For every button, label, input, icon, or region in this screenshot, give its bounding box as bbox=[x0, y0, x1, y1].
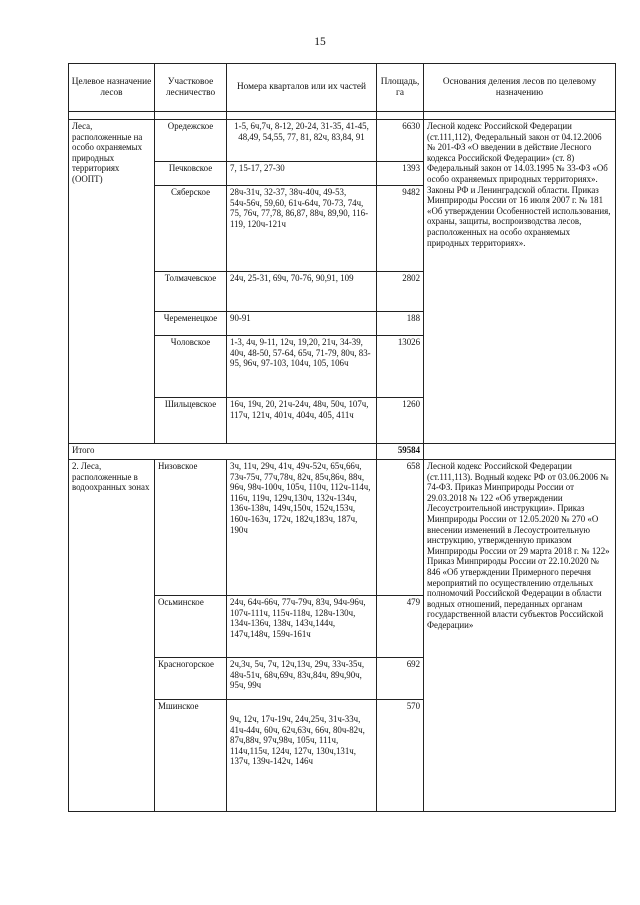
total-label: Итого bbox=[69, 444, 377, 460]
header-basis: Основания деления лесов по целевому назначению bbox=[424, 64, 616, 112]
quarters-cell: 90-91 bbox=[227, 312, 377, 336]
district-cell: Осьминское bbox=[155, 596, 227, 658]
area-cell: 9482 bbox=[377, 186, 424, 272]
district-cell: Чоловское bbox=[155, 336, 227, 398]
quarters-cell: 7, 15-17, 27-30 bbox=[227, 162, 377, 186]
section1-basis: Лесной кодекс Российской Федерации (ст.111,112), Федеральный закон от 04.12.2006 № 201-ФЗ «О введении в действие Лесного кодекса Российской Федерации» (ст. 8) Федеральный закон от 14.03.1995 № 33-ФЗ «Об особо охраняемых природных территориях». Законы РФ и Ленинградской области. Приказ Минприроды России от 16 июля 2007 г. № 181 «Об утверждении Особенностей использования, охраны, защиты, воспроизводства лесов, расположенных на особо охраняемых природных территориях». bbox=[424, 120, 616, 444]
quarters-cell: 1-5, 6ч,7ч, 8-12, 20-24, 31-35, 41-45, 48,49, 54,55, 77, 81, 82ч, 83,84, 91 bbox=[227, 120, 377, 162]
quarters-cell: 9ч, 12ч, 17ч-19ч, 24ч,25ч, 31ч-33ч, 41ч-44ч, 60ч, 62ч,63ч, 66ч, 80ч-82ч, 87ч,88ч, 97ч,98ч, 105ч, 111ч, 114ч,115ч, 124ч, 127ч, 130ч,131ч, 137ч, 139ч-142ч, 146ч bbox=[227, 700, 377, 812]
area-cell: 570 bbox=[377, 700, 424, 812]
table-row bbox=[69, 460, 616, 596]
section2-basis: Лесной кодекс Российской Федерации (ст.111,113). Водный кодекс РФ от 03.06.2006 № 74-ФЗ. Приказ Минприроды России от 29.03.2018 № 122 «Об утверждении Лесоустроительной инструкции». Приказ Минприроды России от 12.05.2020 № 270 «О внесении изменений в Лесоустроительную инструкцию, утвержденную приказом Минприроды России от 29 марта 2018 г. № 122» Приказ Минприроды России от 22.10.2020 № 846 «Об утверждении Примерного перечня мероприятий по осуществлению отдельных полномочий Российской Федерации в области водных отношений, переданных органам государственной власти субъектов Российской Федерации» bbox=[424, 460, 616, 812]
area-cell: 2802 bbox=[377, 272, 424, 312]
area-cell: 1393 bbox=[377, 162, 424, 186]
quarters-cell: 2ч,3ч, 5ч, 7ч, 12ч,13ч, 29ч, 33ч-35ч, 48ч-51ч, 68ч,69ч, 83ч,84ч, 89ч,90ч, 95ч, 99ч bbox=[227, 658, 377, 700]
district-cell: Печковское bbox=[155, 162, 227, 186]
area-cell: 6630 bbox=[377, 120, 424, 162]
area-cell: 1260 bbox=[377, 398, 424, 444]
district-cell: Шильцевское bbox=[155, 398, 227, 444]
district-cell: Красногорское bbox=[155, 658, 227, 700]
quarters-cell: 1-3, 4ч, 9-11, 12ч, 19,20, 21ч, 34-39, 40ч, 48-50, 57-64, 65ч, 71-79, 80ч, 83-95, 96ч, 97-103, 104ч, 105, 106ч bbox=[227, 336, 377, 398]
header-purpose: Целевое назначение лесов bbox=[69, 64, 155, 112]
forest-purpose-table bbox=[68, 63, 616, 812]
header-area: Площадь, га bbox=[377, 64, 424, 112]
district-cell: Сяберское bbox=[155, 186, 227, 272]
area-cell: 188 bbox=[377, 312, 424, 336]
header-quarters: Номера кварталов или их частей bbox=[227, 64, 377, 112]
quarters-cell: 24ч, 64ч-66ч, 77ч-79ч, 83ч, 94ч-96ч, 107ч-111ч, 115ч-118ч, 128ч-130ч, 134ч-136ч, 138ч, 143ч,144ч, 147ч,148ч, 159ч-161ч bbox=[227, 596, 377, 658]
district-cell: Толмачевское bbox=[155, 272, 227, 312]
area-cell: 13026 bbox=[377, 336, 424, 398]
quarters-cell: 24ч, 25-31, 69ч, 70-76, 90,91, 109 bbox=[227, 272, 377, 312]
area-cell: 479 bbox=[377, 596, 424, 658]
quarters-cell: 28ч-31ч, 32-37, 38ч-40ч, 49-53, 54ч-56ч, 59,60, 61ч-64ч, 70-73, 74ч, 75, 76ч, 77,78, 86,87, 88ч, 89,90, 116-119, 120ч-121ч bbox=[227, 186, 377, 272]
district-cell: Оредежское bbox=[155, 120, 227, 162]
area-cell: 692 bbox=[377, 658, 424, 700]
header-district: Участковое лесничество bbox=[155, 64, 227, 112]
section2-purpose: 2. Леса, расположенные в водоохранных зонах bbox=[69, 460, 155, 812]
section1-purpose: Леса, расположенные на особо охраняемых природных территориях (ООПТ) bbox=[69, 120, 155, 444]
spacer-row bbox=[69, 112, 616, 120]
total-area: 59584 bbox=[377, 444, 424, 460]
total-basis-empty bbox=[424, 444, 616, 460]
table-row bbox=[69, 120, 616, 162]
district-cell: Мшинское bbox=[155, 700, 227, 812]
district-cell: Череменецкое bbox=[155, 312, 227, 336]
area-cell: 658 bbox=[377, 460, 424, 596]
quarters-cell: 3ч, 11ч, 29ч, 41ч, 49ч-52ч, 65ч,66ч, 73ч-75ч, 77ч,78ч, 82ч, 85ч,86ч, 88ч, 96ч, 98ч-100ч, 105ч, 110ч, 112ч-114ч, 116ч, 119ч, 129ч,130ч, 132ч-134ч, 136ч-138ч, 149ч,150ч, 152ч,153ч, 160ч-163ч, 172ч, 182ч,183ч, 187ч, 190ч bbox=[227, 460, 377, 596]
quarters-cell: 16ч, 19ч, 20, 21ч-24ч, 48ч, 50ч, 107ч, 117ч, 121ч, 401ч, 404ч, 405, 411ч bbox=[227, 398, 377, 444]
district-cell: Низовское bbox=[155, 460, 227, 596]
total-row bbox=[69, 444, 616, 460]
page-number: 15 bbox=[314, 36, 326, 48]
header-row bbox=[69, 64, 616, 112]
